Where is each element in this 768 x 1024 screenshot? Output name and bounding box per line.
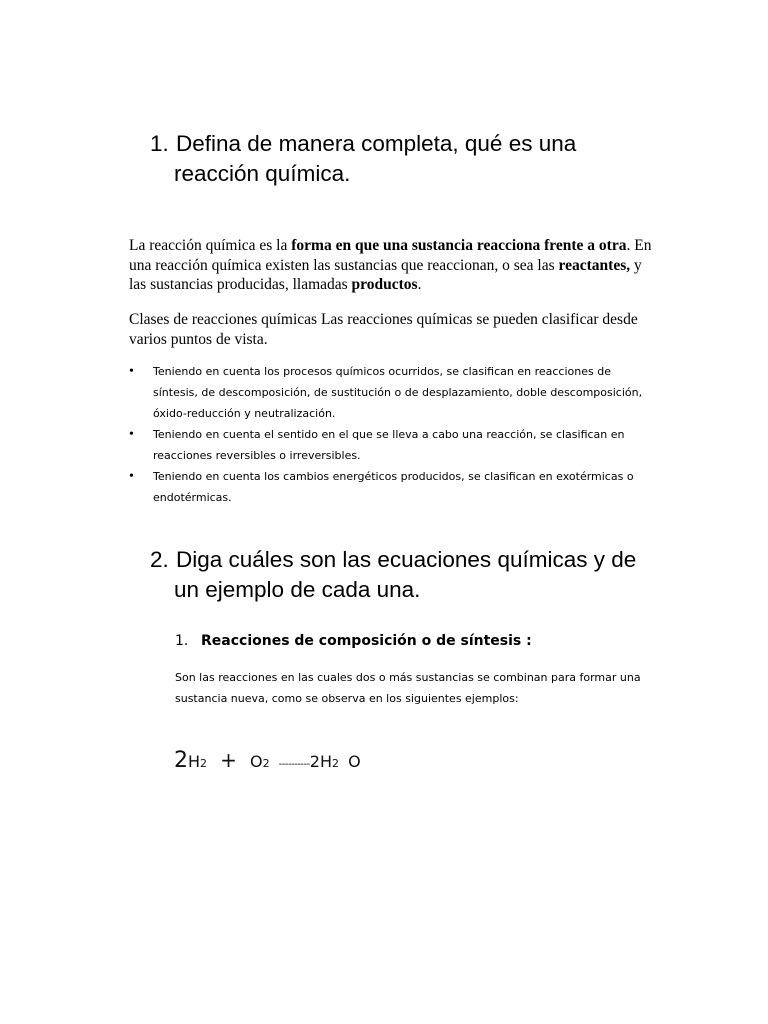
chemical-equation — [174, 746, 361, 779]
subsection-heading — [175, 631, 532, 651]
question-2-number: 2. — [150, 547, 169, 572]
classes-text: Clases de reacciones químicas Las reacciones químicas se pueden clasificar desde varios puntos de vista. — [129, 311, 638, 348]
question-2-line-2: un ejemplo de cada una. — [174, 577, 421, 602]
equation-h2: H — [188, 752, 201, 771]
question-1-line-1: Defina de manera completa, qué es una — [176, 131, 577, 156]
subsection-number: 1. — [175, 633, 189, 649]
equation-arrow: ---------- — [278, 759, 310, 770]
bullet-icon: • — [129, 364, 134, 379]
subsection-text: Son las reacciones en las cuales dos o más sustancias se combinan para formar una sustancia nueva, como se observa en los siguientes ejemplos: — [175, 671, 641, 705]
question-1-line-2: reacción química. — [174, 161, 351, 186]
classification-list — [129, 361, 659, 508]
bullet-icon: • — [129, 469, 134, 484]
equation-plus: + — [220, 748, 237, 772]
equation-coefficient-2: 2 — [309, 752, 320, 771]
subsection-title: Reacciones de composición o de síntesis : — [201, 633, 532, 649]
definition-bold-2: reactantes, — [558, 256, 631, 274]
equation-subscript-1: 2 — [200, 757, 208, 770]
question-1-heading — [150, 129, 610, 189]
list-item: • Teniendo en cuenta los cambios energéticos producidos, se clasifican en exotérmicas o endotérmicas. — [129, 466, 659, 508]
bullet-icon: • — [129, 427, 134, 442]
definition-paragraph — [129, 236, 657, 295]
question-1-number: 1. — [150, 131, 169, 156]
equation-coefficient-1: 2 — [174, 748, 188, 773]
definition-text-1: La reacción química es la — [129, 237, 292, 254]
classes-paragraph — [129, 310, 649, 349]
equation-subscript-2: 2 — [262, 757, 270, 770]
definition-text-3: y las sustancias producidas, llamadas — [129, 256, 642, 293]
list-item: • Teniendo en cuenta los procesos químicos ocurridos, se clasifican en reacciones de síntesis, de descomposición, de sustitución o de desplazamiento, doble descomposición, óxido-reducción y neutralización. — [129, 361, 659, 424]
list-item: • Teniendo en cuenta el sentido en el que se lleva a cabo una reacción, se clasifican en reacciones reversibles o irreversibles. — [129, 424, 659, 466]
definition-bold-3: productos — [351, 276, 418, 293]
definition-text-2: . En una reacción química existen las sustancias que reaccionan, o sea las — [129, 237, 652, 274]
equation-o-product: O — [348, 752, 361, 771]
definition-text-4: . — [417, 276, 422, 293]
question-2-line-1: Diga cuáles son las ecuaciones químicas y de — [176, 547, 637, 572]
definition-bold-1: forma en que una sustancia reacciona frente a otra — [291, 237, 627, 254]
subsection-paragraph — [175, 667, 655, 709]
equation-o2: O — [249, 752, 263, 771]
equation-subscript-3: 2 — [331, 757, 339, 770]
equation-h2-product: H — [319, 752, 332, 771]
question-2-heading — [150, 545, 670, 605]
